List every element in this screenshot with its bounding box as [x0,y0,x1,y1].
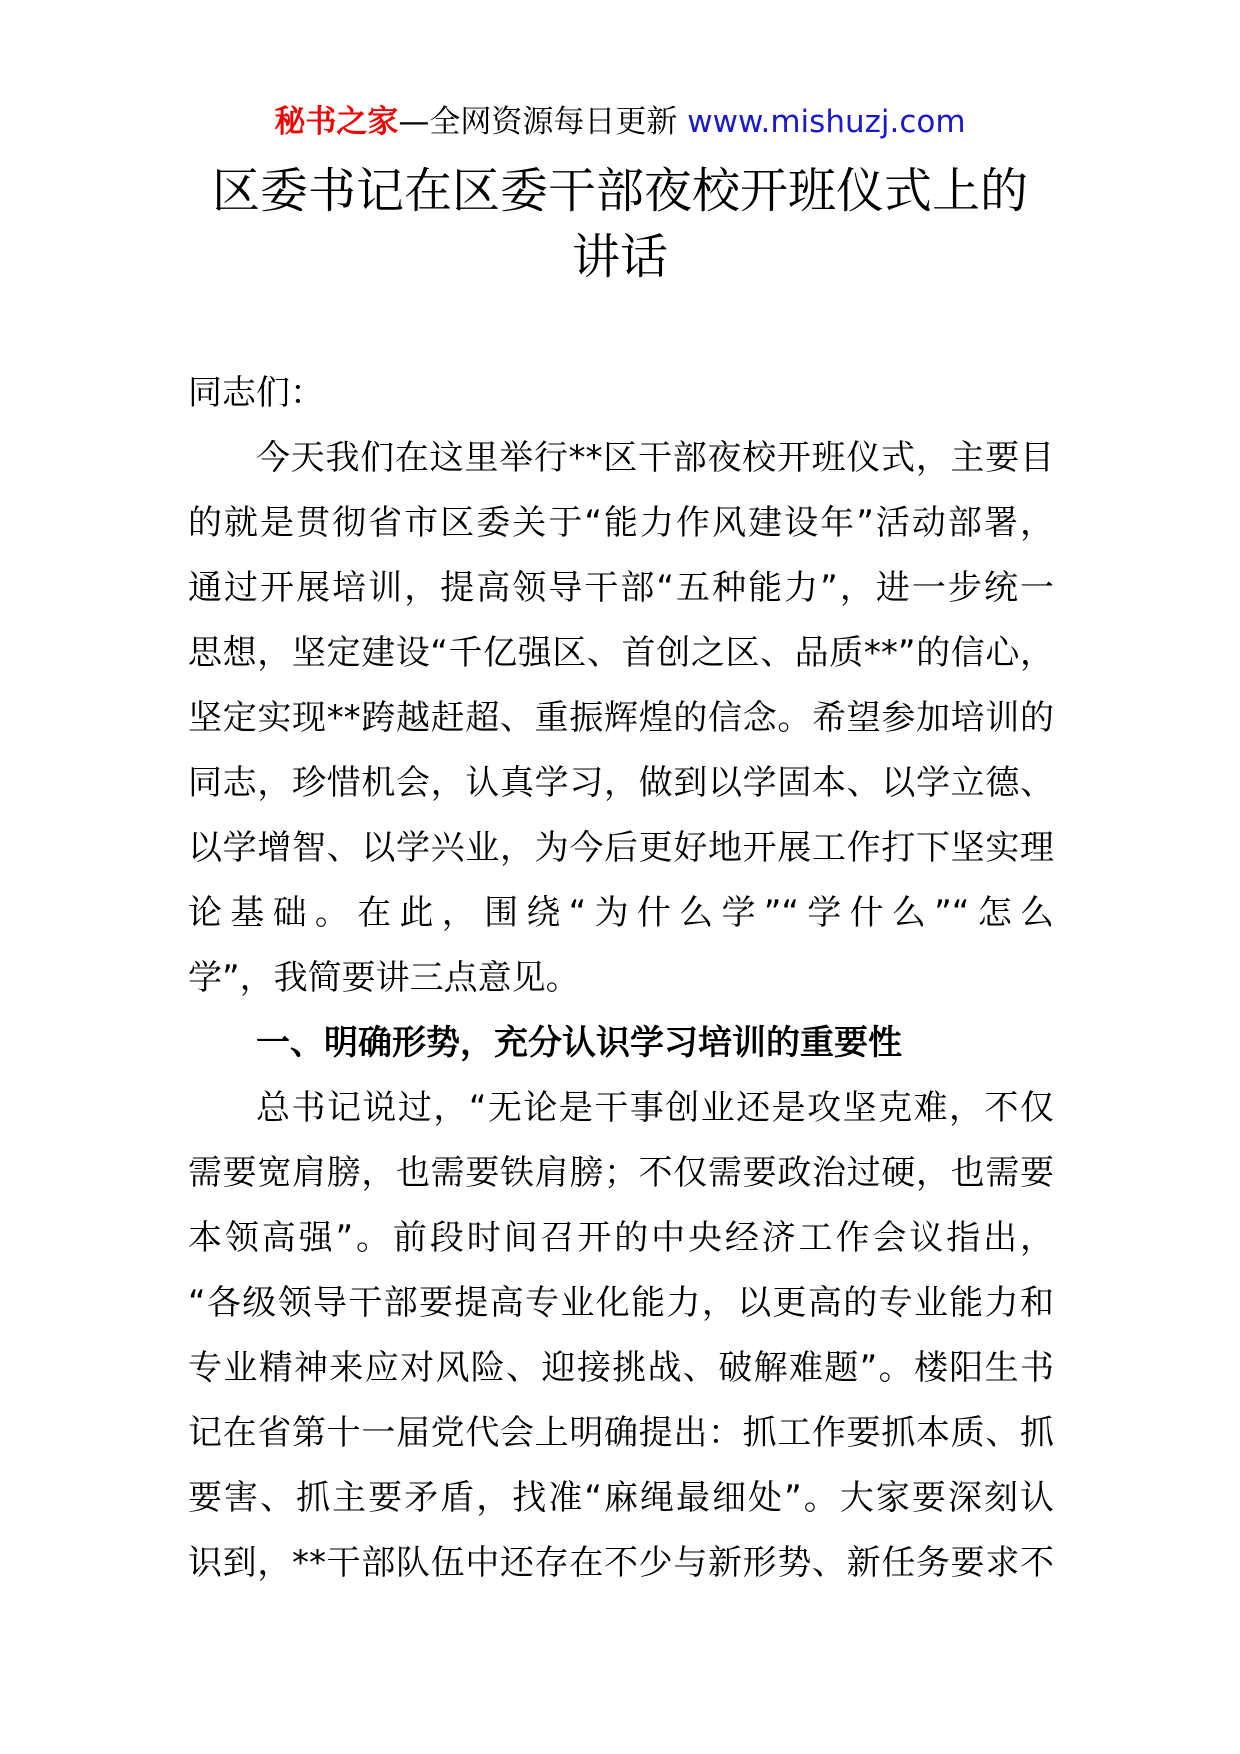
paragraph-2-line: 记在省第十一届党代会上明确提出：抓工作要抓本质、抓 [188,1413,1054,1453]
paragraph-2-line: “各级领导干部要提高专业化能力，以更高的专业能力和 [188,1283,1054,1323]
site-url[interactable]: www.mishuzj.com [687,104,966,140]
document-body [188,361,1054,1596]
title-line-2: 讲话 [571,229,668,285]
title-line-1: 区委书记在区委干部夜校开班仪式上的 [211,163,1028,219]
paragraph-2-line: 本领高强”。前段时间召开的中央经济工作会议指出， [188,1218,1054,1258]
paragraph-1-line: 以学增智、以学兴业，为今后更好地开展工作打下坚实理 [188,828,1054,868]
paragraph-1-line: 思想，坚定建设“千亿强区、首创之区、品质**”的信心， [188,633,1054,673]
paragraph-1-line: 同志，珍惜机会，认真学习，做到以学固本、以学立德、 [188,763,1054,803]
paragraph-1-line: 坚定实现**跨越赶超、重振辉煌的信念。希望参加培训的 [188,698,1054,738]
paragraph-2-line: 要害、抓主要矛盾，找准“麻绳最细处”。大家要深刻认 [188,1478,1054,1518]
paragraph-2-line: 总书记说过，“无论是干事创业还是攻坚克难，不仅 [256,1088,1054,1128]
document-title [140,158,1100,290]
paragraph-1-line: 的就是贯彻省市区委关于“能力作风建设年”活动部署， [188,503,1054,543]
paragraph-1-line: 学”，我简要讲三点意见。 [188,958,580,998]
brand-name: 秘书之家 [274,104,399,140]
banner-tagline: —全网资源每日更新 [398,104,678,140]
paragraph-1-line: 通过开展培训，提高领导干部“五种能力”，进一步统一 [188,568,1054,608]
paragraph-2-line: 需要宽肩膀，也需要铁肩膀；不仅需要政治过硬，也需要 [188,1153,1054,1193]
site-banner [0,100,1240,144]
salutation: 同志们： [188,373,324,413]
section-heading-1: 一、明确形势，充分认识学习培训的重要性 [256,1023,902,1063]
paragraph-1-line: 论基础。在此，围绕“为什么学”“学什么”“怎么 [188,893,1054,933]
paragraph-2-line: 专业精神来应对风险、迎接挑战、破解难题”。楼阳生书 [188,1348,1054,1388]
paragraph-2-line: 识到，**干部队伍中还存在不少与新形势、新任务要求不 [188,1543,1054,1583]
paragraph-1-line: 今天我们在这里举行**区干部夜校开班仪式，主要目 [256,438,1054,478]
